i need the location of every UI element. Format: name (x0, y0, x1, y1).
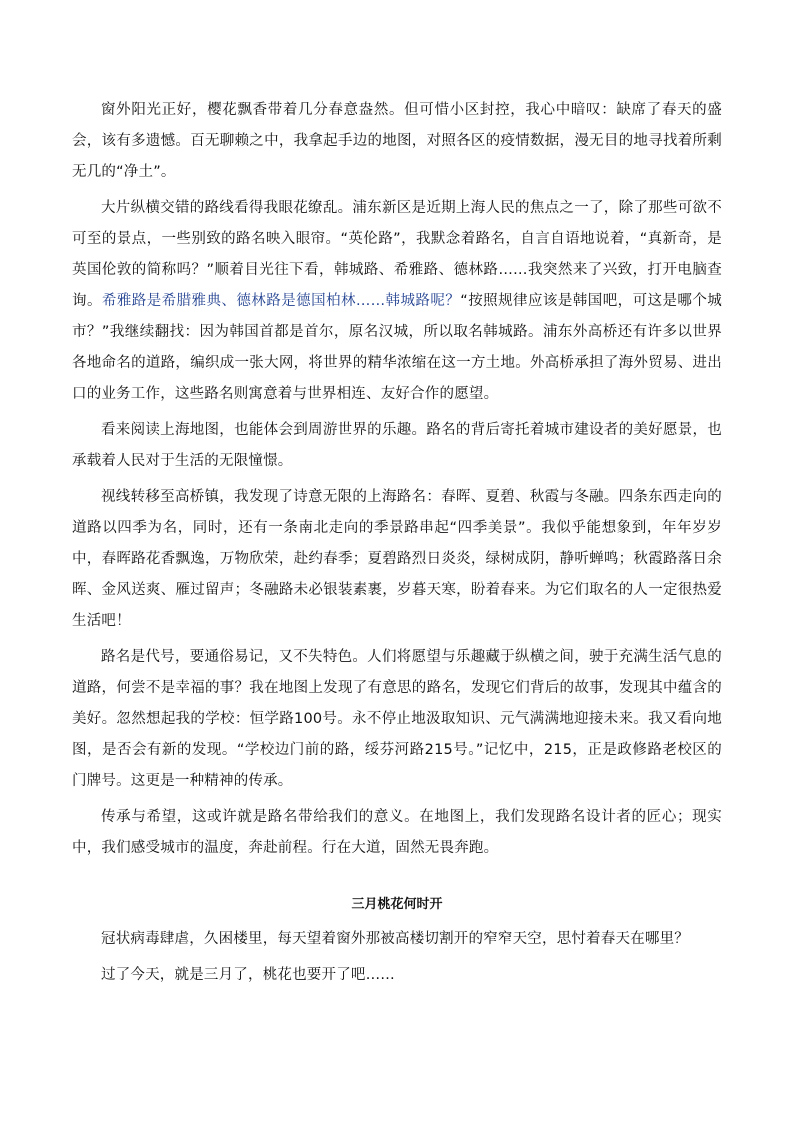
paragraph-5: 路名是代号，要通俗易记，又不失特色。人们将愿望与乐趣藏于纵横之间，驶于充满生活气息的道路，何尝不是幸福的事？我在地图上发现了有意思的路名，发现它们背后的故事，发现其中蕴含的美好。忽然想起我的学校：恒学路100号。永不停止地汲取知识、元气满满地迎接未来。我又看向地图，是否会有新的发现。“学校边门前的路，绥芬河路215号。”记忆中，215，正是政修路老校区的门牌号。这更是一种精神的传承。 (72, 649, 722, 789)
paragraph-1: 窗外阳光正好，樱花飘香带着几分春意盎然。但可惜小区封控，我心中暗叹：缺席了春天的盛会，该有多遗憾。百无聊赖之中，我拿起手边的地图，对照各区的疫情数据，漫无目的地寻找着所剩无几的“净土”。 (72, 102, 722, 180)
paragraph-2 (72, 193, 722, 410)
paragraph-8: 过了今天，就是三月了，桃花也要开了吧…… (101, 967, 395, 983)
paragraph-2-text: 大片纵横交错的路线看得我眼花缭乱。浦东新区是近期上海人民的焦点之一了，除了那些可欲不可至的景点，一些别致的路名映入眼帘。“英伦路”，我默念着路名，自言自语地说着，“真新奇，是英国伦敦的简称吗？”顺着目光往下看，韩城路、希雅路、德林路……我突然来了兴致，打开电脑查询。 (72, 200, 722, 309)
paragraph-2-highlight: 希雅路是希腊雅典、德林路是德国柏林……韩城路呢？ (101, 293, 461, 309)
paragraph-3: 看来阅读上海地图，也能体会到周游世界的乐趣。路名的背后寄托着城市建设者的美好愿景，也承载着人民对于生活的无限憧憬。 (72, 422, 722, 469)
paragraph-4: 视线转移至高桥镇，我发现了诗意无限的上海路名：春晖、夏碧、秋霞与冬融。四条东西走向的道路以四季为名，同时，还有一条南北走向的季景路串起“四季美景”。我似乎能想象到，年年岁岁中，春晖路花香飘逸，万物欣荣，赴约春季；夏碧路烈日炎炎，绿树成阴，静听蝉鸣；秋霞路落日余晖、金风送爽、雁过留声；冬融路未必银装素裹，岁暮天寒，盼着春来。为它们取名的人一定很热爱生活吧！ (72, 489, 722, 629)
paragraph-2-continued: “按照规律应该是韩国吧，可这是哪个城市？”我继续翻找：因为韩国首都是首尔，原名汉城，所以取名韩城路。浦东外高桥还有许多以世界各地命名的道路，编织成一张大网，将世界的精华浓缩在这一方土地。外高桥承担了海外贸易、进出口的业务工作，这些路名则寓意着与世界相连、友好合作的愿望。 (72, 293, 722, 402)
section-heading: 三月桃花何时开 (351, 897, 443, 912)
paragraph-6: 传承与希望，这或许就是路名带给我们的意义。在地图上，我们发现路名设计者的匠心；现实中，我们感受城市的温度，奔赴前程。行在大道，固然无畏奔跑。 (72, 809, 722, 856)
paragraph-7: 冠状病毒肆虐，久困楼里，每天望着窗外那被高楼切割开的窄窄天空，思忖着春天在哪里？ (101, 931, 689, 947)
document-page (72, 95, 722, 996)
